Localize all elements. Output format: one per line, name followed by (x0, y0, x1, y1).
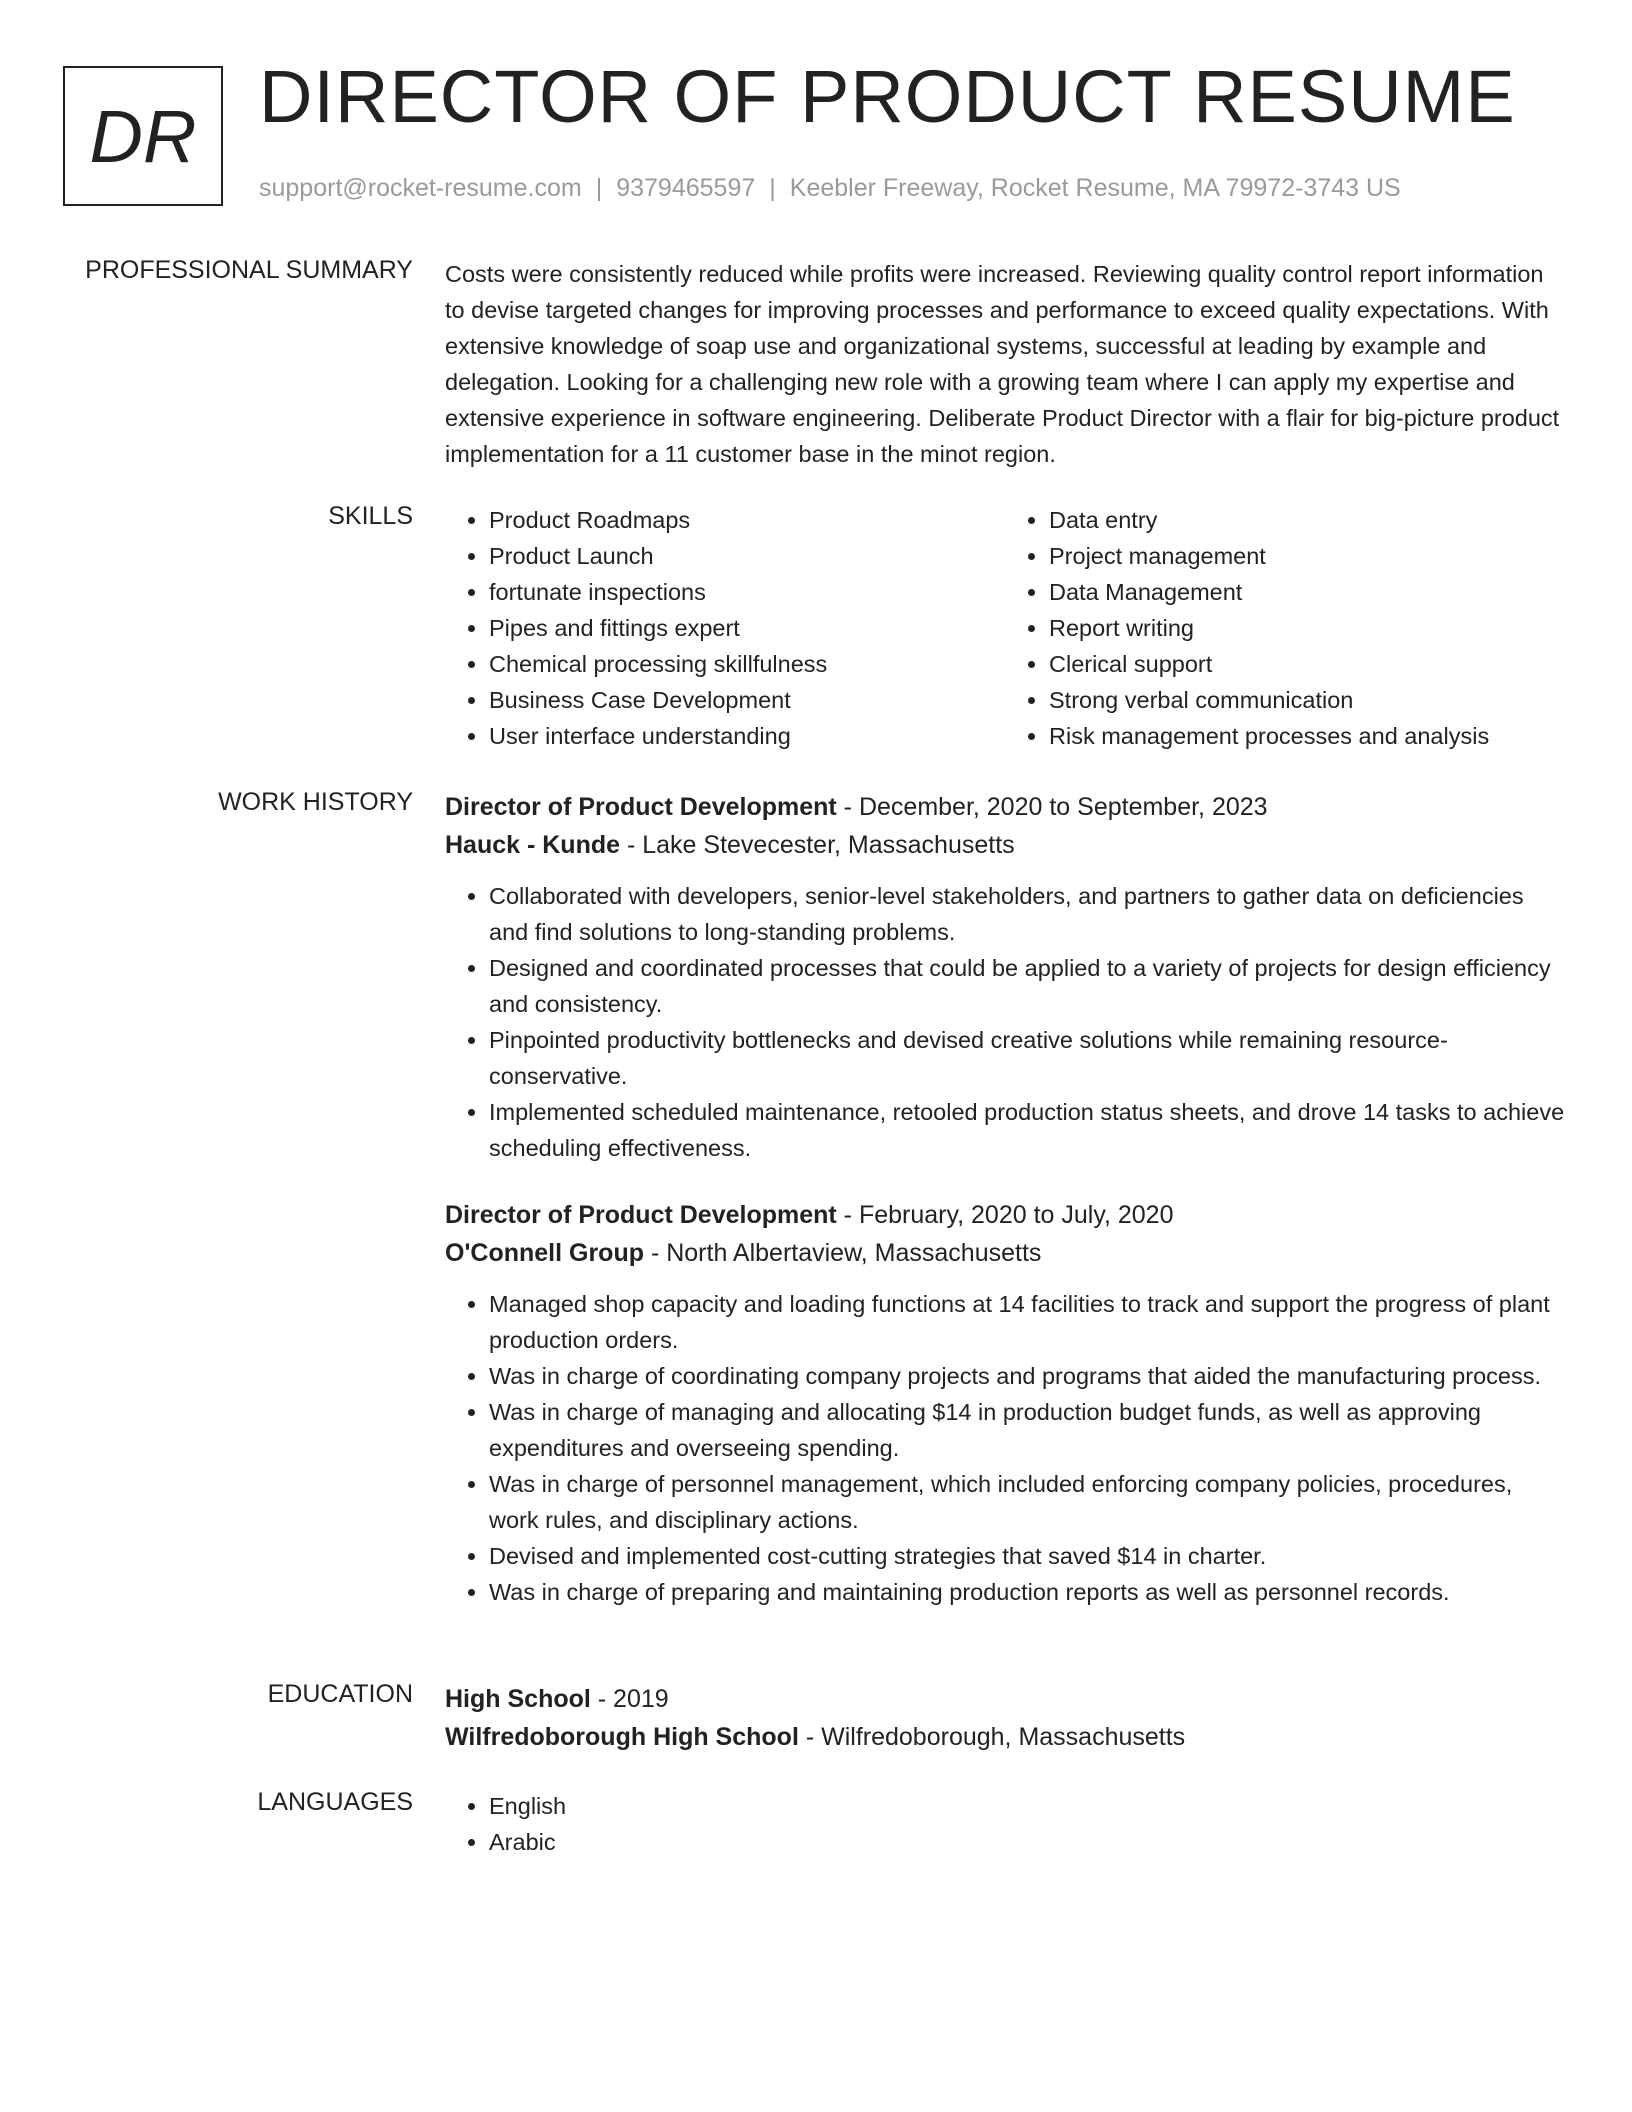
job-dates: - December, 2020 to September, 2023 (836, 793, 1268, 821)
section-label-summary: PROFESSIONAL SUMMARY (85, 256, 413, 284)
job-title: Director of Product Development (445, 793, 837, 821)
job-bullet: • Was in charge of coordinating company projects and programs that aided the manufacturing process. (489, 1358, 1565, 1394)
skills-list-left (445, 502, 1005, 754)
skill-item: • Report writing (1049, 610, 1565, 646)
section-label-work-history: WORK HISTORY (218, 788, 413, 816)
education-degree: High School (445, 1685, 591, 1713)
skill-item: • Pipes and fittings expert (489, 610, 1005, 646)
skill-item: • Product Launch (489, 538, 1005, 574)
education-degree-line (445, 1680, 1565, 1718)
education-school: Wilfredoborough High School (445, 1723, 799, 1751)
job-company: O'Connell Group (445, 1239, 644, 1267)
skill-item: • Business Case Development (489, 682, 1005, 718)
education-year: - 2019 (590, 1685, 669, 1713)
summary-text: Costs were consistently reduced while profits were increased. Reviewing quality control report information to devise targeted changes for improving processes and performance to exceed quality expectations. With extensive knowledge of soap use and organizational systems, successful at leading by example and delegation. Looking for a challenging new role with a growing team where I can apply my expertise and extensive experience in software engineering. Deliberate Product Director with a flair for big-picture product implementation for a 11 customer base in the minot region. (445, 261, 1560, 467)
contact-line (259, 174, 1401, 203)
skill-item: • Product Roadmaps (489, 502, 1005, 538)
job-bullet: • Devised and implemented cost-cutting strategies that saved $14 in charter. (489, 1538, 1565, 1574)
job-entry (445, 1196, 1565, 1610)
job-company-line (445, 1234, 1565, 1272)
language-item: • Arabic (489, 1824, 1565, 1860)
contact-separator: | (769, 174, 776, 202)
skill-item: • Strong verbal communication (1049, 682, 1565, 718)
skill-item: • Data entry (1049, 502, 1565, 538)
skill-item: • Clerical support (1049, 646, 1565, 682)
job-bullet: • Was in charge of preparing and maintaining production reports as well as personnel records. (489, 1574, 1565, 1610)
job-entry (445, 788, 1565, 1166)
contact-email[interactable]: support@rocket-resume.com (259, 174, 582, 202)
contact-address: Keebler Freeway, Rocket Resume, MA 79972-3743 US (789, 174, 1401, 202)
job-location: - Lake Stevecester, Massachusetts (620, 831, 1015, 859)
skill-item: • fortunate inspections (489, 574, 1005, 610)
skill-item: • Chemical processing skillfulness (489, 646, 1005, 682)
resume-title: DIRECTOR OF PRODUCT RESUME (259, 55, 1516, 138)
job-bullet: • Managed shop capacity and loading functions at 14 facilities to track and support the progress of plant production orders. (489, 1286, 1565, 1358)
skill-item: • User interface understanding (489, 718, 1005, 754)
education-location: - Wilfredoborough, Massachusetts (798, 1723, 1186, 1751)
job-bullet: • Was in charge of personnel management, which included enforcing company policies, procedures, work rules, and disciplinary actions. (489, 1466, 1565, 1538)
job-location: - North Albertaview, Massachusetts (644, 1239, 1042, 1267)
job-bullet: • Implemented scheduled maintenance, retooled production status sheets, and drove 14 tasks to achieve scheduling effectiveness. (489, 1094, 1565, 1166)
job-bullet: • Collaborated with developers, senior-level stakeholders, and partners to gather data on deficiencies and find solutions to long-standing problems. (489, 878, 1565, 950)
skills-list-right (1005, 502, 1565, 754)
job-title-line (445, 1196, 1565, 1234)
job-bullets (445, 878, 1565, 1166)
languages-list (445, 1788, 1565, 1860)
job-bullet: • Pinpointed productivity bottlenecks and devised creative solutions while remaining resource-conservative. (489, 1022, 1565, 1094)
section-label-languages: LANGUAGES (257, 1788, 413, 1816)
job-company: Hauck - Kunde (445, 831, 621, 859)
monogram-initials: DR (89, 94, 197, 178)
contact-separator: | (595, 174, 603, 202)
contact-phone[interactable]: 9379465597 (616, 174, 756, 202)
job-title-line (445, 788, 1565, 826)
job-bullet: • Was in charge of managing and allocating $14 in production budget funds, as well as approving expenditures and overseeing spending. (489, 1394, 1565, 1466)
skill-item: • Project management (1049, 538, 1565, 574)
skill-item: • Risk management processes and analysis (1049, 718, 1565, 754)
skill-item: • Data Management (1049, 574, 1565, 610)
language-item: • English (489, 1788, 1565, 1824)
job-bullet: • Designed and coordinated processes that could be applied to a variety of projects for design efficiency and consistency. (489, 950, 1565, 1022)
job-bullets (445, 1286, 1565, 1610)
job-company-line (445, 826, 1565, 864)
section-label-skills: SKILLS (328, 502, 413, 530)
monogram-box (63, 66, 223, 206)
education-school-line (445, 1718, 1565, 1756)
section-label-education: EDUCATION (267, 1680, 413, 1708)
job-dates: - February, 2020 to July, 2020 (836, 1201, 1174, 1229)
job-title: Director of Product Development (445, 1201, 837, 1229)
